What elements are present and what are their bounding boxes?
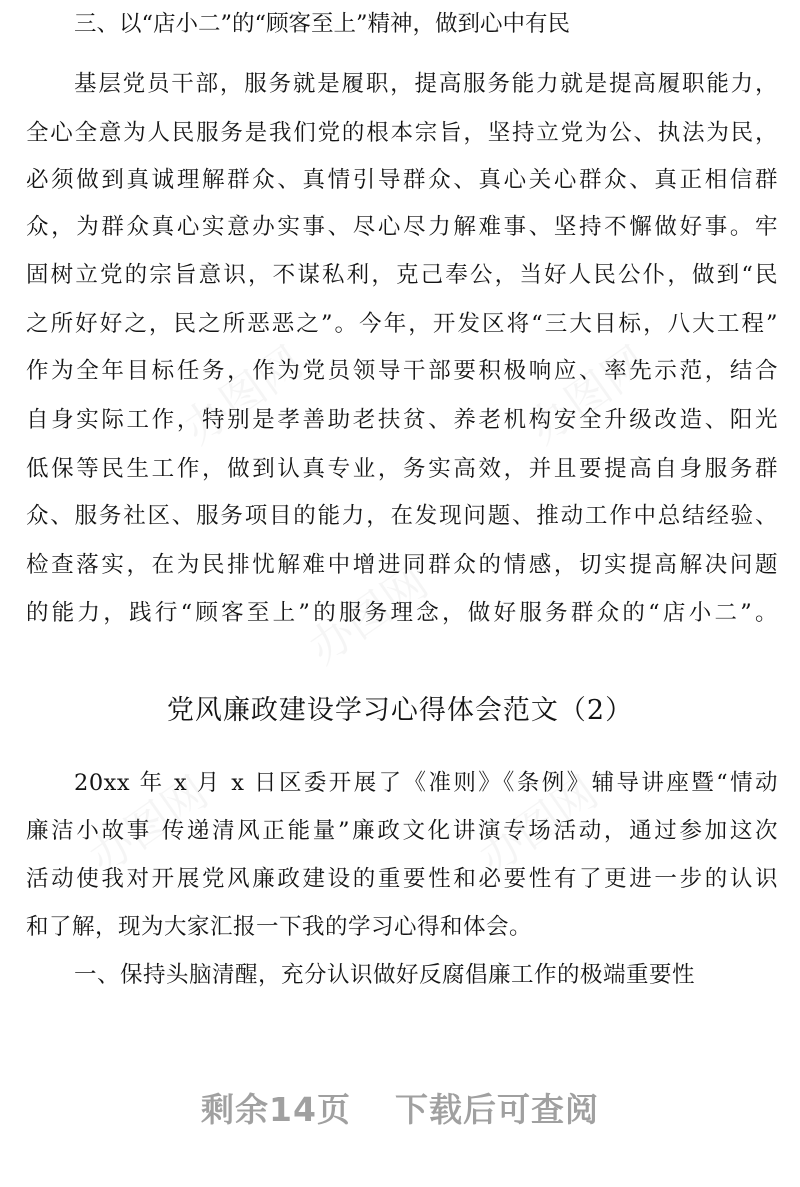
paragraph-line: 低保等民生工作，做到认真专业，务实高效，并且要提高自身服务群	[26, 456, 778, 482]
download-prompt[interactable]	[0, 1088, 800, 1132]
watermark: 办图网	[174, 336, 313, 455]
subheading: 一、保持头脑清醒，充分认识做好反腐倡廉工作的极端重要性	[74, 962, 696, 988]
paragraph-line: 全心全意为人民服务是我们党的根本宗旨，坚持立党为公、执法为民，	[26, 120, 778, 146]
paragraph-line: 和了解，现为大家汇报一下我的学习心得和体会。	[26, 914, 533, 940]
paragraph-line: 的能力，践行“顾客至上”的服务理念，做好服务群众的“店小二”。	[26, 600, 778, 626]
download-label: 下载后可查阅	[394, 1090, 599, 1129]
paragraph-line: 众，为群众真心实意办实事、尽心尽力解难事、坚持不懈做好事。牢	[26, 214, 778, 240]
remaining-pages-label: 剩余14页	[201, 1090, 351, 1129]
paragraph-line: 固树立党的宗旨意识，不谋私利，克己奉公，当好人民公仆，做到“民	[26, 262, 778, 288]
paragraph-line: 自身实际工作，特别是孝善助老扶贫、养老机构安全升级改造、阳光	[26, 407, 778, 433]
paragraph-line: 活动使我对开展党风廉政建设的重要性和必要性有了更进一步的认识	[26, 866, 778, 892]
watermark: 办图网	[469, 766, 608, 885]
paragraph-line: 必须做到真诚理解群众、真情引导群众、真心关心群众、真正相信群	[26, 167, 778, 193]
watermark: 办图网	[519, 336, 658, 455]
paragraph-line: 众、服务社区、服务项目的能力，在发现问题、推动工作中总结经验、	[26, 503, 778, 529]
watermark: 办图网	[299, 556, 438, 675]
section-heading: 三、以“店小二”的“顾客至上”精神，做到心中有民	[74, 11, 571, 37]
paragraph-line: 检查落实，在为民排忧解难中增进同群众的情感，切实提高解决问题	[26, 552, 778, 578]
paragraph-line: 之所好好之，民之所恶恶之”。今年，开发区将“三大目标，八大工程”	[26, 311, 778, 337]
paragraph-line: 作为全年目标任务，作为党员领导干部要积极响应、率先示范，结合	[26, 358, 778, 384]
paragraph-line: 20xx 年 x 月 x 日区委开展了《准则》《条例》辅导讲座暨“情动	[74, 770, 778, 796]
paragraph-line: 基层党员干部，服务就是履职，提高服务能力就是提高履职能力，	[74, 71, 778, 97]
document-title: 党风廉政建设学习心得体会范文（2）	[166, 695, 634, 726]
watermark: 办图网	[79, 766, 218, 885]
paragraph-line: 廉洁小故事 传递清风正能量”廉政文化讲演专场活动，通过参加这次	[26, 818, 778, 844]
